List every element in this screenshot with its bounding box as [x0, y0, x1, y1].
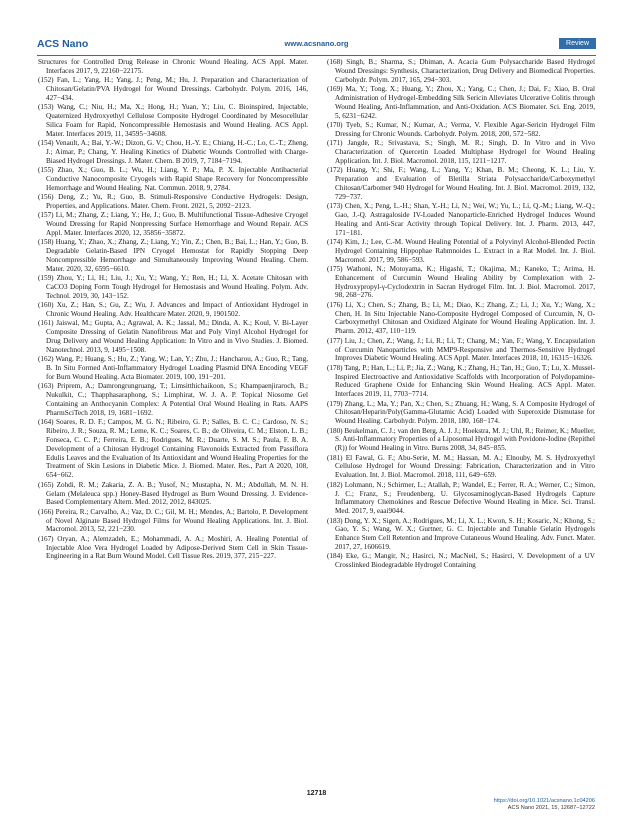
reference-entry: (184) Eke, G.; Mangir, N.; Hasirci, N.; MacNeil, S.; Hasirci, V. Development of a UV Crosslinked Biodegradable Hydrogel Containing	[327, 552, 595, 570]
header-rule	[37, 55, 596, 56]
reference-entry: Structures for Controlled Drug Release in Chronic Wound Healing. ACS Appl. Mater. Interfaces 2017, 9, 22160−22175.	[38, 58, 308, 75]
page-header	[37, 38, 596, 54]
reference-entry: (168) Singh, B.; Sharma, S.; Dhiman, A. Acacia Gum Polysaccharide Based Hydrogel Wound Dressings: Synthesis, Characterization, Drug Delivery and Biomedical Properties. Carbohydr. Polym. 2017, 165, 294−303.	[327, 58, 595, 84]
reference-entry: (181) El Fawal, G. F.; Abu-Serie, M. M.; Hassan, M. A.; Elnouby, M. S. Hydroxyethyl Cellulose Hydrogel for Wound Dressing: Fabrication, Characterization and in Vitro Evaluation. Int. J. Biol. Macromol. 2018, 111, 649−659.	[327, 453, 595, 480]
reference-entry: (177) Liu, J.; Chen, Z.; Wang, J.; Li, R.; Li, T.; Chang, M.; Yan, F.; Wang, Y. Encapsulation of Curcumin Nanoparticles with MMP9-Responsive and Thermos-Sensitive Hydrogel Improves Diabetic Wound Healing. ACS Appl. Mater. Interfaces 2018, 10, 16315−16326.	[327, 336, 595, 363]
reference-entry: (166) Pereira, R.; Carvalho, A.; Vaz, D. C.; Gil, M. H.; Mendes, A.; Bartolo, P. Development of Novel Alginate Based Hydrogel Films for Wound Healing Applications. Int. J. Biol. Macromol. 2013, 52, 221−230.	[38, 507, 308, 534]
reference-entry: (155) Zhao, X.; Guo, B. L.; Wu, H.; Liang, Y. P.; Ma, P. X. Injectable Antibacterial Conductive Nanocomposite Cryogels with Rapid Shape Recovery for Noncompressible Hemorrhage and Wound Healing. Nat. Commun. 2018, 9, 2784.	[38, 166, 308, 192]
reference-entry: (179) Zhang, L.; Ma, Y.; Pan, X.; Chen, S.; Zhuang, H.; Wang, S. A Composite Hydrogel of Chitosan/Heparin/Poly(Gamma-Glutamic Acid) Loaded with Superoxide Dismutase for Wound Healing. Carbohydr. Polym. 2018, 180, 168−174.	[327, 399, 595, 426]
journal-citation: ACS Nano 2021, 15, 12687−12722	[507, 805, 595, 811]
reference-entry: (176) Li, X.; Chen, S.; Zhang, B.; Li, M.; Diao, K.; Zhang, Z.; Li, J.; Xu, Y.; Wang, X.; Chen, H. In Situ Injectable Nano-Composite Hydrogel Composed of Curcumin, N, O-Carboxymethyl Chitosan and Oxidized Alginate for Wound Healing Application. Int. J. Pharm. 2012, 437, 110−119.	[327, 300, 595, 336]
reference-entry: (178) Tang, P.; Han, L.; Li, P.; Jia, Z.; Wang, K.; Zhang, H.; Tan, H.; Guo, T.; Lu, X. Mussel-Inspired Electroactive and Antioxidative Scaffolds with Incorporation of Polydopamine-Reduced Graphene Oxide for Enhancing Skin Wound Healing. ACS Appl. Mater. Interfaces 2019, 11, 7703−7714.	[327, 363, 595, 399]
references-left-column	[38, 58, 308, 562]
reference-entry: (172) Huang, Y.; Shi, F.; Wang, L.; Yang, Y.; Khan, B. M.; Cheong, K. L.; Liu, Y. Preparation and Evaluation of Bletilla Striata Polysaccharide/Carboxymethyl Chitosan/Carbomer 940 Hydrogel for Wound Healing. Int. J. Biol. Macromol. 2019, 132, 729−737.	[327, 166, 595, 201]
reference-entry: (157) Li, M.; Zhang, Z.; Liang, Y.; He, J.; Guo, B. Multifunctional Tissue-Adhesive Cryogel Wound Dressing for Rapid Nonpressing Surface Hemorrhage and Wound Repair. ACS Appl. Mater. Interfaces 2020, 12, 35856−35872.	[38, 211, 308, 238]
article-type-badge: Review	[559, 38, 596, 49]
reference-entry: (183) Dong, Y. X.; Sigen, A.; Rodrigues, M.; Li, X. L.; Kwon, S. H.; Kosaric, N.; Khong, S.; Gao, Y. S.; Wang, W. X.; Gurtner, G. C. Injectable and Tunable Gelatin Hydrogels Enhance Stem Cell Retention and Improve Cutaneous Wound Healing. Adv. Funct. Mater. 2017, 27, 1606619.	[327, 516, 595, 552]
reference-entry: (152) Fan, L.; Yang, H.; Yang, J.; Peng, M.; Hu, J. Preparation and Characterization of Chitosan/Gelatin/PVA Hydrogel for Wound Dressings. Carbohydr. Polym. 2016, 146, 427−434.	[38, 76, 308, 102]
reference-entry: (173) Chen, X.; Peng, L.-H.; Shan, Y.-H.; Li, N.; Wei, W.; Yu, L.; Li, Q.-M.; Liang, W.-Q.; Gao, J.-Q. Astragaloside IV-Loaded Nanoparticle-Enriched Hydrogel Induces Wound Healing and Anti-Scar Activity through Topical Delivery. Int. J. Pharm. 2013, 447, 171−181.	[327, 202, 595, 237]
page-number: 12718	[306, 790, 327, 797]
reference-entry: (174) Kim, J.; Lee, C.-M. Wound Healing Potential of a Polyvinyl Alcohol-Blended Pectin Hydrogel Containing Hippophae Rahmnoides L. Extract in a Rat Model. Int. J. Biol. Macromol. 2017, 99, 586−593.	[327, 237, 595, 264]
reference-entry: (162) Wang, P.; Huang, S.; Hu, Z.; Yang, W.; Lan, Y.; Zhu, J.; Hancharou, A.; Guo, R.; Tang, B. In Situ Formed Anti-Inflammatory Hydrogel Loading Plasmid DNA Encoding VEGF for Burn Wound Healing. Acta Biomater. 2019, 100, 191−201.	[38, 355, 308, 382]
doi-link[interactable]: https://doi.org/10.1021/acsnano.1c04206	[493, 798, 595, 804]
reference-entry: (161) Jaiswal, M.; Gupta, A.; Agrawal, A. K.; Jassal, M.; Dinda, A. K.; Koul, V. Bi-Layer Composite Dressing of Gelatin Nanofibrous Mat and Poly Vinyl Alcohol Hydrogel for Drug Delivery and Wound Healing Application: In Vitro and in Vivo Studies. J. Biomed. Nanotechnol. 2013, 9, 1495−1508.	[38, 319, 308, 354]
reference-entry: (169) Ma, Y.; Tong, X.; Huang, Y.; Zhou, X.; Yang, C.; Chen, J.; Dai, F.; Xiao, B. Oral Administration of Hydrogel-Embedding Silk Sericin Alleviates Ulcerative Colitis through Wound Healing, Anti-Inflammation, and Anti-Oxidation. ACS Biomater. Sci. Eng. 2019, 5, 6231−6242.	[327, 85, 595, 120]
reference-entry: (159) Zhou, Y.; Li, H.; Liu, J.; Xu, Y.; Wang, Y.; Ren, H.; Li, X. Acetate Chitosan with CaCO3 Doping Form Tough Hydrogel for Hemostasis and Wound Healing. Polym. Adv. Technol. 2019, 30, 143−152.	[38, 274, 308, 300]
reference-entry: (160) Xu, Z.; Han, S.; Gu, Z.; Wu, J. Advances and Impact of Antioxidant Hydrogel in Chronic Wound Healing. Adv. Healthcare Mater. 2020, 9, 1901502.	[38, 301, 308, 319]
journal-website[interactable]: www.acsnano.org	[284, 39, 349, 48]
journal-name: ACS Nano	[37, 38, 89, 50]
reference-entry: (164) Soares, R. D. F.; Campos, M. G. N.; Ribeiro, G. P.; Salles, B. C. C.; Cardoso, N. S.; Ribeiro, J. R.; Souza, R. M.; Leme, K. C.; Soares, C. B.; de Oliveira, C. M.; Elston, L. B.; Fonseca, C. C. P.; Ferreira, E. B.; Rodrigues, M. R.; Duarte, S. M. S.; Paula, F. B. A. Development of a Chitosan Hydrogel Containing Flavonoids Extracted from Passiflora Edulis Leaves and the Evaluation of Its Antioxidant and Wound Healing Properties for the Treatment of Skin Lesions in Diabetic Mice. J. Biomed. Mater. Res., Part A 2020, 108, 654−662.	[38, 418, 308, 480]
reference-entry: (153) Wang, C.; Niu, H.; Ma, X.; Hong, H.; Yuan, Y.; Liu, C. Bioinspired, Injectable, Quaternized Hydroxyethyl Cellulose Composite Hydrogel Coordinated by Mesocellular Silica Foam for Rapid, Noncompressible Hemostasis and Wound Healing. ACS Appl. Mater. Interfaces 2019, 11, 34595−34608.	[38, 103, 308, 138]
reference-entry: (175) Wathoni, N.; Motoyama, K.; Higashi, T.; Okajima, M.; Kaneko, T.; Arima, H. Enhancement of Curcumin Wound Healing Ability by Complexation with 2-Hydroxypropyl-γ-Cyclodextrin in Sacran Hydrogel Film. Int. J. Biol. Macromol. 2017, 98, 268−276.	[327, 264, 595, 300]
reference-entry: (182) Lohmann, N.; Schirmer, L.; Atallah, P.; Wandel, E.; Ferrer, R. A.; Werner, C.; Simon, J. C.; Franz, S.; Freudenberg, U. Glycosaminoglycan-Based Hydrogels Capture Inflammatory Chemokines and Rescue Defective Wound Healing in Mice. Sci. Transl. Med. 2017, 9, eaai9044.	[327, 480, 595, 516]
reference-entry: (170) Tyeb, S.; Kumar, N.; Kumar, A.; Verma, V. Flexible Agar-Sericin Hydrogel Film Dressing for Chronic Wounds. Carbohydr. Polym. 2018, 200, 572−582.	[327, 120, 595, 138]
reference-entry: (163) Priprem, A.; Damrongrungruang, T.; Limsitthichaikoon, S.; Khampaenjiraroch, B.; Nukulkit, C.; Thapphasaraphong, S.; Limphirat, W. J. A. P. Topical Niosome Gel Containing an Anthocyanin Complex: A Potential Oral Wound Healing in Rats. AAPS PharmSciTech 2018, 19, 1681−1692.	[38, 382, 308, 417]
reference-entry: (167) Oryan, A.; Alemzadeh, E.; Mohammadi, A. A.; Moshiri, A. Healing Potential of Injectable Aloe Vera Hydrogel Loaded by Adipose-Derived Stem Cell in Skin Tissue-Engineering in a Rat Burn Wound Model. Cell Tissue Res. 2019, 377, 215−227.	[38, 534, 308, 561]
reference-entry: (171) Jangde, R.; Srivastava, S.; Singh, M. R.; Singh, D. In Vitro and in Vivo Characterization of Quercetin Loaded Multiphase Hydrogel for Wound Healing Application. Int. J. Biol. Macromol. 2018, 115, 1211−1217.	[327, 139, 595, 165]
reference-entry: (154) Venault, A.; Bai, Y.-W.; Dizon, G. V.; Chou, H.-Y. E.; Chiang, H.-C.; Lo, C.-T.; Zheng, J.; Aimar, P.; Chang, Y. Healing Kinetics of Diabetic Wounds Controlled with Charge-Biased Hydrogel Dressings. J. Mater. Chem. B 2019, 7, 7184−7194.	[38, 139, 308, 165]
footer-citation	[494, 798, 595, 812]
reference-entry: (158) Huang, Y.; Zhao, X.; Zhang, Z.; Liang, Y.; Yin, Z.; Chen, B.; Bai, L.; Han, Y.; Guo, B. Degradable Gelatin-Based IPN Cryogel Hemostat for Rapidly Stopping Deep Noncompressible Hemorrhage and Simultaneously Improving Wound Healing. Chem. Mater. 2020, 32, 6595−6610.	[38, 238, 308, 273]
references-right-column	[327, 58, 595, 571]
reference-entry: (165) Zohdi, R. M.; Zakaria, Z. A. B.; Yusof, N.; Mustapha, N. M.; Abdullah, M. N. H. Gelam (Melaleuca spp.) Honey-Based Hydrogel as Burn Wound Dressing. J. Evidence-Based Complementary Altern. Med. 2012, 2012, 843025.	[38, 480, 308, 507]
reference-entry: (180) Beukelman, C. J.; van den Berg, A. J. J.; Hoekstra, M. J.; Uhl, R.; Reimer, K.; Mueller, S. Anti-Inflammatory Properties of a Liposomal Hydrogel with Povidone-Iodine (Repithel (R)) for Wound Healing in Vitro. Burns 2008, 34, 845−855.	[327, 426, 595, 453]
reference-entry: (156) Deng, Z.; Yu, R.; Guo, B. Stimuli-Responsive Conductive Hydrogels: Design, Properties, and Applications. Mater. Chem. Front. 2021, 5, 2092−2123.	[38, 193, 308, 210]
